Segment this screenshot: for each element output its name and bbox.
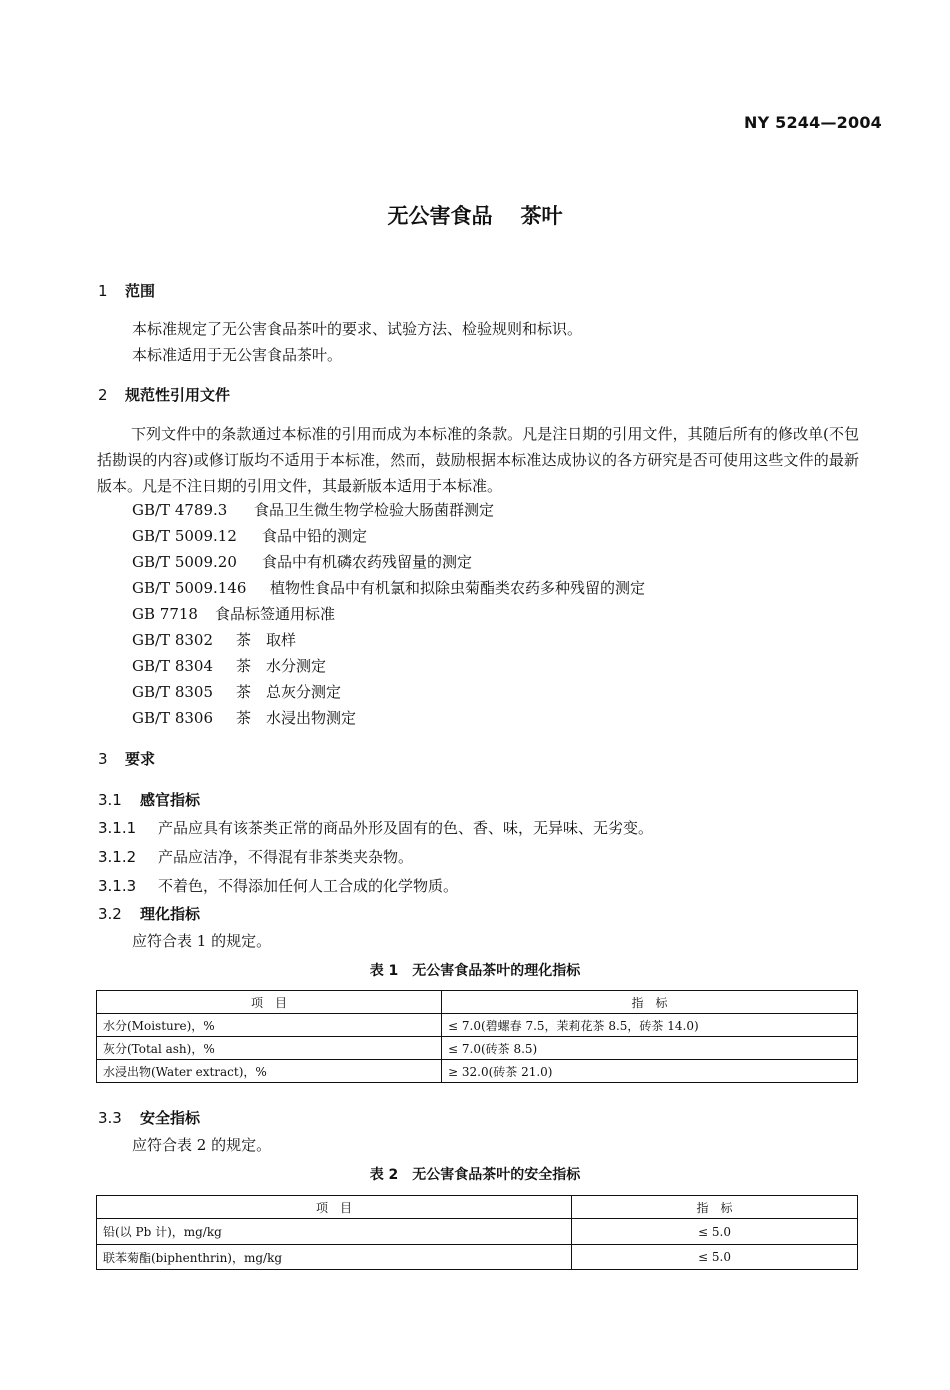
table-2 [96, 1195, 858, 1270]
section-3-2-heading [98, 903, 200, 924]
section-3-2-text: 应符合表 1 的规定。 [132, 932, 272, 950]
cell-item: 铅(以 Pb 计)，mg/kg [97, 1219, 572, 1245]
reference-title: 植物性食品中有机氯和拟除虫菊酯类农药多种残留的测定 [270, 579, 646, 597]
table-row [97, 1219, 858, 1245]
section-1-line-1: 本标准规定了无公害食品茶叶的要求、试验方法、检验规则和标识。 [132, 320, 583, 338]
section-3-1-heading [98, 789, 200, 810]
section-number: 1 [98, 282, 108, 300]
table-2-caption: 表 2 无公害食品茶叶的安全指标 [369, 1167, 581, 1183]
table-header-row [97, 1196, 858, 1219]
title-part-1: 无公害食品 [387, 204, 493, 228]
reference-title: 茶 水浸出物测定 [236, 709, 357, 727]
section-3-3-text: 应符合表 2 的规定。 [132, 1136, 272, 1154]
reference-item [132, 499, 494, 520]
reference-code: GB/T 5009.146 [132, 579, 247, 597]
section-number: 2 [98, 386, 108, 404]
section-number: 3.3 [98, 1109, 122, 1127]
cell-item: 灰分(Total ash)，% [97, 1037, 442, 1060]
section-1-heading [98, 280, 155, 301]
reference-title: 食品中有机磷农药残留量的测定 [262, 553, 473, 571]
reference-title: 茶 水分测定 [236, 657, 327, 675]
document-title [0, 200, 950, 230]
reference-title: 食品中铅的测定 [262, 527, 368, 545]
reference-item [132, 603, 335, 624]
clause-text: 产品应具有该茶类正常的商品外形及固有的色、香、味，无异味、无劣变。 [158, 819, 654, 837]
column-header-value: 指 标 [442, 991, 858, 1014]
cell-item: 水分(Moisture)，% [97, 1014, 442, 1037]
clause-number: 3.1.3 [98, 877, 137, 895]
section-2-paragraph: 下列文件中的条款通过本标准的引用而成为本标准的条款。凡是注日期的引用文件，其随后所有的修改单(不包括勘误的内容)或修订版均不适用于本标准，然而，鼓励根据本标准达成协议的各方研究是否可使用这些文件的最新版本。凡是不注日期的引用文件，其最新版本适用于本标准。 [97, 425, 859, 495]
section-number: 3.1 [98, 791, 122, 809]
reference-code: GB/T 5009.12 [132, 527, 237, 545]
section-number: 3.2 [98, 905, 122, 923]
reference-code: GB/T 8305 [132, 683, 214, 701]
reference-code: GB/T 5009.20 [132, 553, 237, 571]
cell-item: 水浸出物(Water extract)，% [97, 1060, 442, 1083]
clause-3-1-3 [98, 875, 458, 896]
clause-3-1-1 [98, 817, 653, 838]
section-number: 3 [98, 750, 108, 768]
table-1 [96, 990, 858, 1083]
table-header-row [97, 991, 858, 1014]
table-row [97, 1060, 858, 1083]
table-row [97, 1037, 858, 1060]
reference-code: GB 7718 [132, 605, 198, 623]
table-row [97, 1014, 858, 1037]
reference-title: 茶 总灰分测定 [236, 683, 342, 701]
clause-number: 3.1.1 [98, 819, 137, 837]
section-title: 理化指标 [140, 905, 201, 923]
reference-title: 茶 取样 [236, 631, 297, 649]
reference-code: GB/T 8306 [132, 709, 214, 727]
reference-item [132, 577, 645, 598]
standard-code: NY 5244—2004 [744, 113, 883, 132]
section-title: 要求 [125, 750, 156, 768]
cell-value: ≤ 5.0 [572, 1219, 858, 1245]
clause-text: 不着色，不得添加任何人工合成的化学物质。 [158, 877, 459, 895]
table-row [97, 1245, 858, 1270]
table-1-caption: 表 1 无公害食品茶叶的理化指标 [369, 963, 581, 979]
reference-code: GB/T 8304 [132, 657, 214, 675]
reference-item [132, 551, 472, 572]
reference-item [132, 655, 326, 676]
reference-title: 食品标签通用标准 [215, 605, 336, 623]
title-part-2: 茶叶 [520, 204, 563, 228]
reference-item [132, 707, 356, 728]
section-title: 规范性引用文件 [125, 386, 231, 404]
reference-item [132, 525, 367, 546]
clause-number: 3.1.2 [98, 848, 137, 866]
cell-value: ≥ 32.0(砖茶 21.0) [442, 1060, 858, 1083]
column-header-item: 项 目 [97, 1196, 572, 1219]
cell-value: ≤ 7.0(砖茶 8.5) [442, 1037, 858, 1060]
reference-code: GB/T 4789.3 [132, 501, 228, 519]
reference-title: 食品卫生微生物学检验大肠菌群测定 [254, 501, 495, 519]
cell-value: ≤ 7.0(碧螺春 7.5，茉莉花茶 8.5，砖茶 14.0) [442, 1014, 858, 1037]
section-1-line-2: 本标准适用于无公害食品茶叶。 [132, 346, 343, 364]
column-header-item: 项 目 [97, 991, 442, 1014]
reference-code: GB/T 8302 [132, 631, 214, 649]
section-title: 感官指标 [140, 791, 201, 809]
section-3-heading [98, 748, 155, 769]
section-title: 安全指标 [140, 1109, 201, 1127]
cell-value: ≤ 5.0 [572, 1245, 858, 1270]
clause-text: 产品应洁净，不得混有非茶类夹杂物。 [158, 848, 414, 866]
reference-item [132, 629, 296, 650]
reference-item [132, 681, 341, 702]
section-2-heading [98, 384, 230, 405]
section-3-3-heading [98, 1107, 200, 1128]
clause-3-1-2 [98, 846, 413, 867]
section-title: 范围 [125, 282, 156, 300]
column-header-value: 指 标 [572, 1196, 858, 1219]
cell-item: 联苯菊酯(biphenthrin)，mg/kg [97, 1245, 572, 1270]
